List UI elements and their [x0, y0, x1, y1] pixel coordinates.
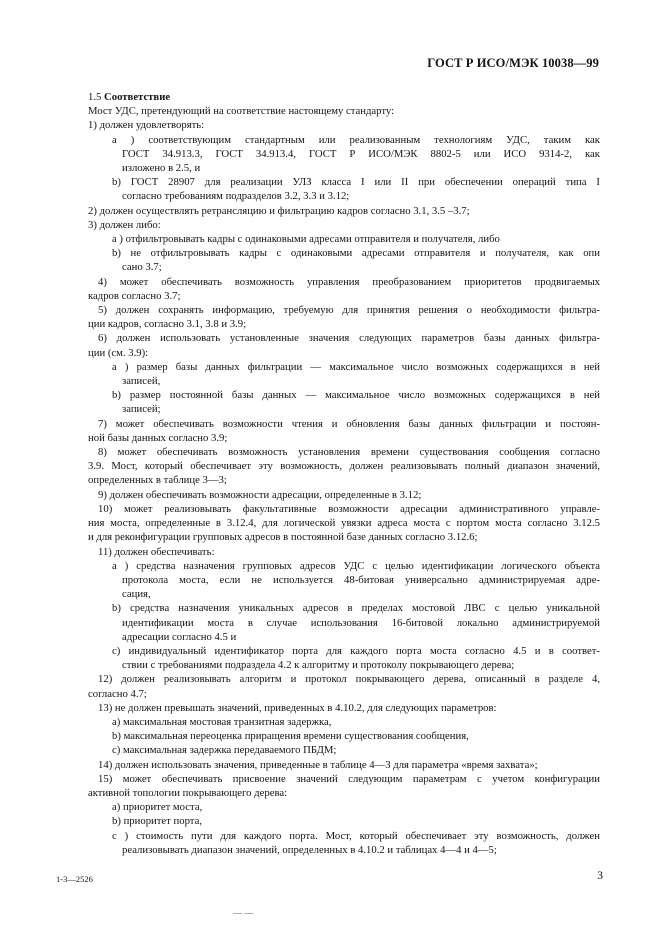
text-line: 15) может обеспечивать присвоение значений следующим параметрам с учетом конфигурации	[98, 772, 600, 785]
text-line: b) размер постоянной базы данных — максимальное число возможных содержащихся в ней	[112, 389, 600, 402]
text-line: сано 3.7;	[122, 261, 162, 274]
page-number: 3	[597, 870, 603, 882]
text-line: b) средства назначения уникальных адресов в пределах мостовой ЛВС с целью уникальной	[112, 602, 600, 615]
text-line: 3.9. Мост, который обеспечивает эту возможность, должен реализовывать полный диапазон значений,	[88, 460, 600, 473]
text-line: 5) должен сохранять информацию, требуемую для принятия решения о необходимости фильтра-	[98, 304, 600, 317]
text-line: Мост УДС, претендующий на соответствие настоящему стандарту:	[88, 105, 395, 118]
text-line: и для реконфигурации групповых адресов в постоянной базе данных согласно 3.12.6;	[88, 531, 478, 544]
text-line: 3) должен либо:	[88, 218, 161, 231]
section-number: 1.5	[88, 91, 102, 103]
text-line: a ) средства назначения групповых адресов УДС с целью идентификации логического объекта	[112, 559, 600, 572]
text-line: активной топологии покрывающего дерева:	[88, 786, 288, 799]
text-line: ной базы данных согласно 3.9;	[88, 431, 228, 444]
print-code: 1-3—2526	[56, 874, 93, 884]
text-line: a ) отфильтровывать кадры с одинаковыми адресами отправителя и получателя, либо	[112, 233, 500, 246]
text-line: 13) не должен превышать значений, приведенных в 4.10.2, для следующих параметров:	[98, 701, 497, 714]
text-line: ГОСТ 34.913.3, ГОСТ 34.913.4, ГОСТ Р ИСО/МЭК 8802-5 или ИСО 9314-2, как	[122, 147, 600, 160]
section-heading	[88, 90, 600, 104]
text-line: b) приоритет порта,	[112, 815, 203, 828]
text-line: 1) должен удовлетворять:	[88, 119, 205, 132]
text-line: кадров согласно 3.7;	[88, 289, 181, 302]
text-line: идентификации моста в случае использования 16-битовой локально администрируемой	[122, 616, 600, 629]
document-body	[88, 90, 600, 857]
text-line: изложено в 2.5, и	[122, 162, 201, 175]
text-line: b) ГОСТ 28907 для реализации УЛЗ класса I или II при обеспечении операций типа I	[112, 176, 600, 189]
text-line: 6) должен использовать установленные значения следующих параметров базы данных фильтра-	[98, 332, 600, 345]
text-line: определенных в таблице 3—3;	[88, 474, 227, 487]
text-line: записей,	[122, 375, 161, 388]
text-line: c ) стоимость пути для каждого порта. Мост, который обеспечивает эту возможность, должен	[112, 829, 600, 842]
text-line: адресации согласно 4.5 и	[122, 630, 237, 643]
text-line: согласно требованиям подразделов 3.2, 3.3 и 3.12;	[122, 190, 350, 203]
text-line: 14) должен использовать значения, приведенные в таблице 4—3 для параметра «время захвата»;	[98, 758, 538, 771]
text-line: записей;	[122, 403, 161, 416]
text-line: 9) должен обеспечивать возможности адресации, определенные в 3.12;	[98, 488, 422, 501]
text-line: c) максимальная задержка передаваемого ПБДМ;	[112, 744, 337, 757]
text-line: ции (см. 3.9):	[88, 346, 149, 359]
bottom-mark: — —	[233, 908, 254, 918]
text-line: a ) размер базы данных фильтрации — максимальное число возможных содержащихся в ней	[112, 360, 600, 373]
text-line: 10) может реализовывать факультативные возможности адресации административного управле-	[98, 502, 600, 515]
text-line: 2) должен осуществлять ретрансляцию и фильтрацию кадров согласно 3.1, 3.5 –3.7;	[88, 204, 470, 217]
text-line: b) максимальная переоценка приращения времени существования сообщения,	[112, 730, 469, 743]
text-line: 11) должен обеспечивать:	[98, 545, 215, 558]
text-line: 8) может обеспечивать возможность установления времени существования сообщения согласно	[98, 446, 600, 459]
text-line: протокола моста, если не используется 48-битовая универсально администрируемая адре-	[122, 573, 600, 586]
text-line: ния моста, определенные в 3.12.4, для логической увязки адреса моста с портом моста согласно 3.12.5	[88, 517, 600, 530]
text-line: согласно 4.7;	[88, 687, 147, 700]
text-line: ции кадров, согласно 3.1, 3.8 и 3.9;	[88, 318, 247, 331]
text-line: a) максимальная мостовая транзитная задержка,	[112, 715, 332, 728]
document-header: ГОСТ Р ИСО/МЭК 10038—99	[427, 56, 599, 70]
text-line: 12) должен реализовывать алгоритм и протокол покрывающего дерева, описанный в разделе 4,	[98, 673, 600, 686]
text-line: 4) может обеспечивать возможность управления преобразованием приоритетов продвигаемых	[98, 275, 600, 288]
text-line: c) индивидуальный идентификатор порта для каждого порта моста согласно 4.5 и в соответ-	[112, 644, 600, 657]
body-lines	[88, 104, 600, 857]
text-line: a ) соответствующим стандартным или реализованным технологиям УДС, таким как	[112, 133, 600, 146]
text-line: a) приоритет моста,	[112, 801, 203, 814]
text-line: b) не отфильтровывать кадры с одинаковыми адресами отправителя и получателя, как опи	[112, 247, 600, 260]
text-line: реализовывать диапазон значений, определенных в 4.10.2 и таблицах 4—4 и 4—5;	[122, 843, 497, 856]
text-line: сация,	[122, 588, 151, 601]
section-title: Соответствие	[104, 91, 171, 103]
text-line: 7) может обеспечивать возможности чтения и обновления базы данных фильтрации и постоян-	[98, 417, 600, 430]
text-line: ствии с требованиями подраздела 4.2 к алгоритму и протоколу покрывающего дерева;	[122, 659, 515, 672]
